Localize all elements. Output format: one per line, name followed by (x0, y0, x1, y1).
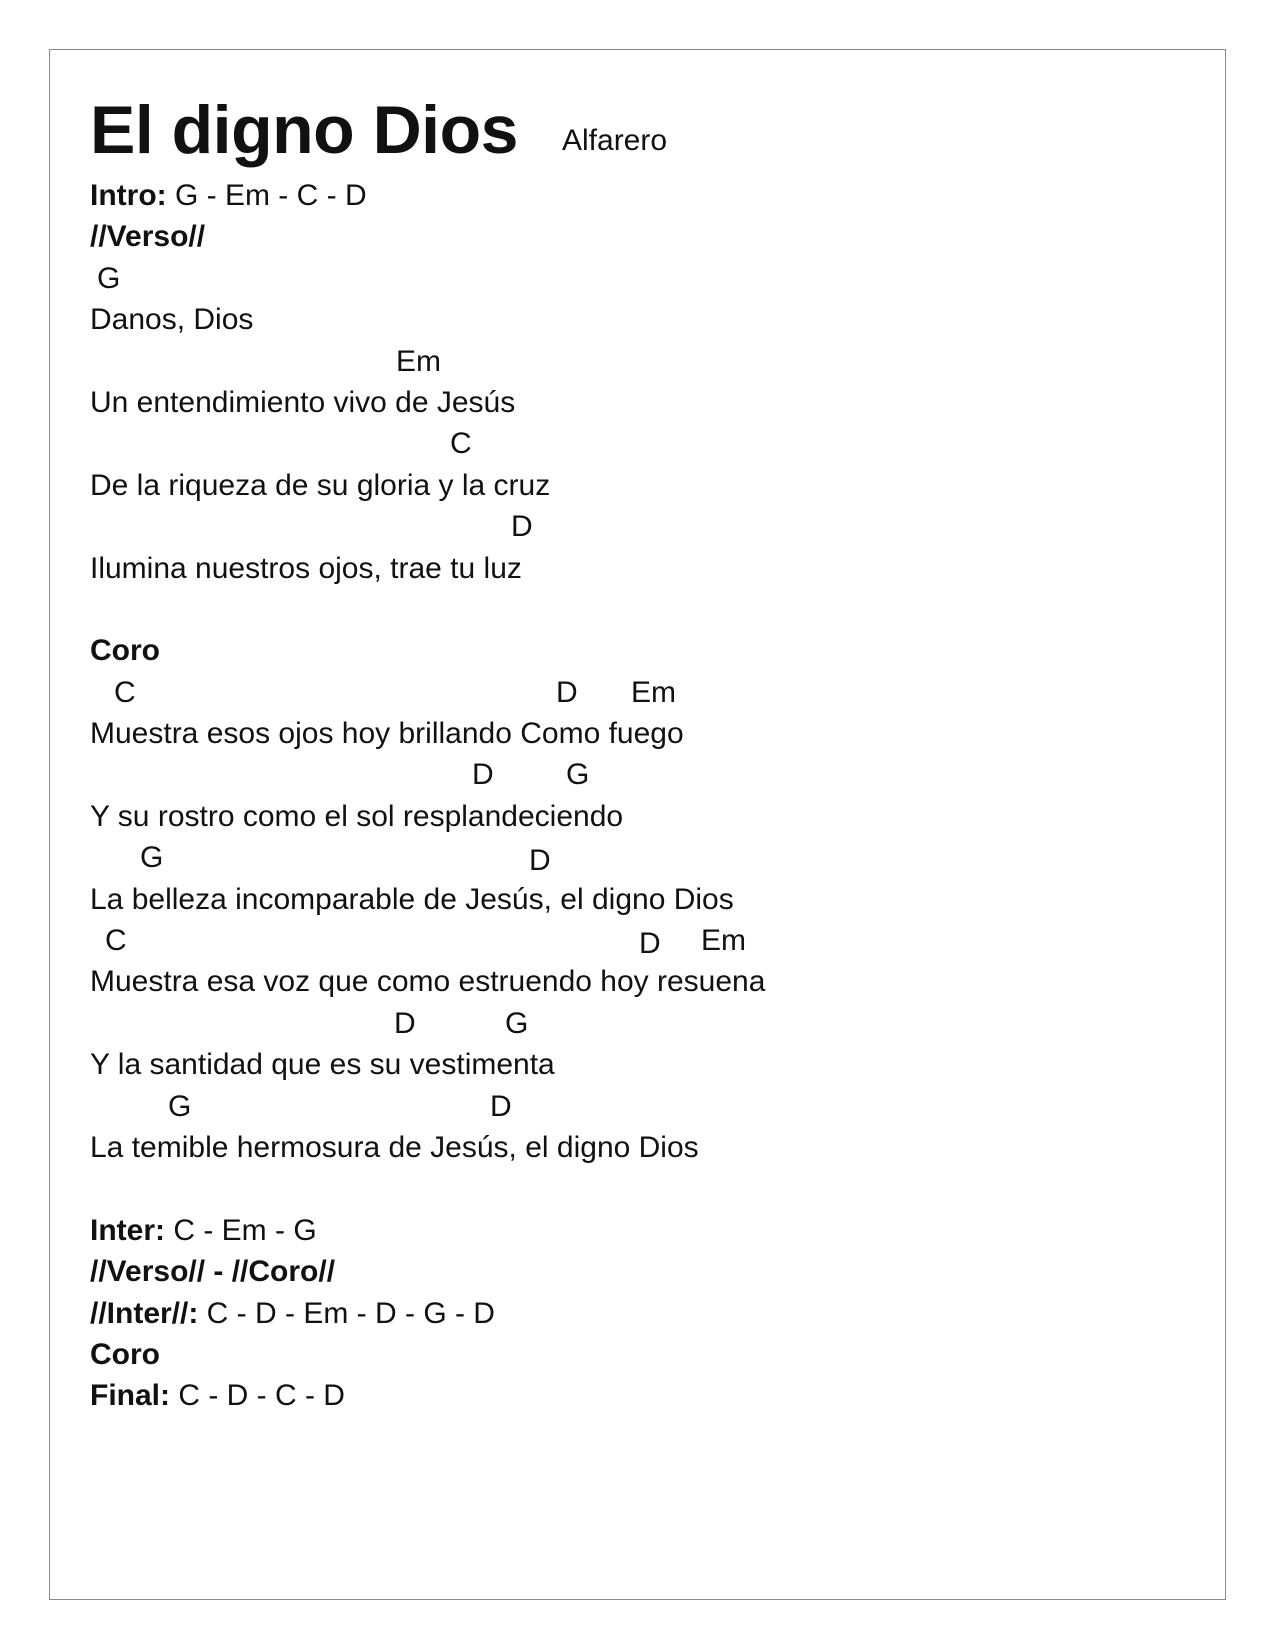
lyric-line: La belleza incomparable de Jesús, el digno Dios (90, 882, 734, 916)
chord: D (511, 510, 533, 544)
final-chords: C - D - C - D (170, 1379, 345, 1413)
inter-label: Inter: (90, 1213, 165, 1247)
chord: D (529, 844, 551, 878)
chord-line (90, 423, 1185, 464)
intro-label: Intro: (90, 179, 167, 212)
spacer (90, 1168, 1185, 1209)
chord: D (472, 758, 494, 792)
final-line (90, 1375, 1185, 1416)
chord: D (639, 927, 661, 961)
chord-line (90, 672, 1185, 713)
repeat-line: //Verso// - //Coro// (90, 1255, 336, 1289)
spacer (90, 589, 1185, 630)
coro-label: Coro (90, 634, 160, 668)
chord-line (90, 837, 1185, 878)
chord: G (97, 261, 121, 295)
coro-repeat-label: Coro (90, 1337, 160, 1371)
lyric-line: Danos, Dios (90, 303, 254, 337)
intro-chords: G - Em - C - D (166, 179, 367, 212)
song-artist: Alfarero (562, 124, 668, 157)
chord-line (90, 1003, 1185, 1044)
inter-chords: C - Em - G (165, 1213, 317, 1247)
intro-line (90, 175, 1185, 216)
chord-line (90, 506, 1185, 547)
inter-line (90, 1210, 1185, 1251)
chord: G (505, 1006, 529, 1040)
lyric-line: De la riqueza de su gloria y la cruz (90, 468, 551, 502)
chord: G (140, 841, 164, 875)
inter2-label: //Inter//: (90, 1296, 199, 1330)
chord: G (566, 758, 590, 792)
chord: G (168, 1089, 192, 1123)
inter2-line (90, 1293, 1185, 1334)
inter2-chords: C - D - Em - D - G - D (198, 1296, 495, 1330)
chord-line (90, 920, 1185, 961)
chord: D (394, 1006, 416, 1040)
song-sheet (90, 85, 1185, 1417)
chord-line (90, 754, 1185, 795)
title-row (90, 85, 1185, 175)
lyric-line: Y la santidad que es su vestimenta (90, 1048, 555, 1082)
chord: C (105, 924, 127, 958)
lyric-line: La temible hermosura de Jesús, el digno Dios (90, 1130, 699, 1164)
lyric-line: Muestra esos ojos hoy brillando Como fuego (90, 717, 684, 751)
chord-line (90, 1086, 1185, 1127)
chord: C (114, 675, 136, 709)
verso-label: //Verso// (90, 220, 206, 254)
final-label: Final: (90, 1379, 170, 1413)
lyric-line: Un entendimiento vivo de Jesús (90, 385, 516, 419)
chord-line (90, 258, 1185, 299)
chord: D (490, 1089, 512, 1123)
lyric-line: Muestra esa voz que como estruendo hoy resuena (90, 965, 766, 999)
chord: C (450, 427, 472, 461)
lyric-line: Ilumina nuestros ojos, trae tu luz (90, 551, 522, 585)
chord-line (90, 341, 1185, 382)
song-title: El digno Dios (90, 92, 518, 168)
chord: Em (631, 675, 676, 709)
chord: Em (396, 344, 441, 378)
lyric-line: Y su rostro como el sol resplandeciendo (90, 799, 624, 833)
chord: Em (701, 924, 746, 958)
chord: D (556, 675, 578, 709)
